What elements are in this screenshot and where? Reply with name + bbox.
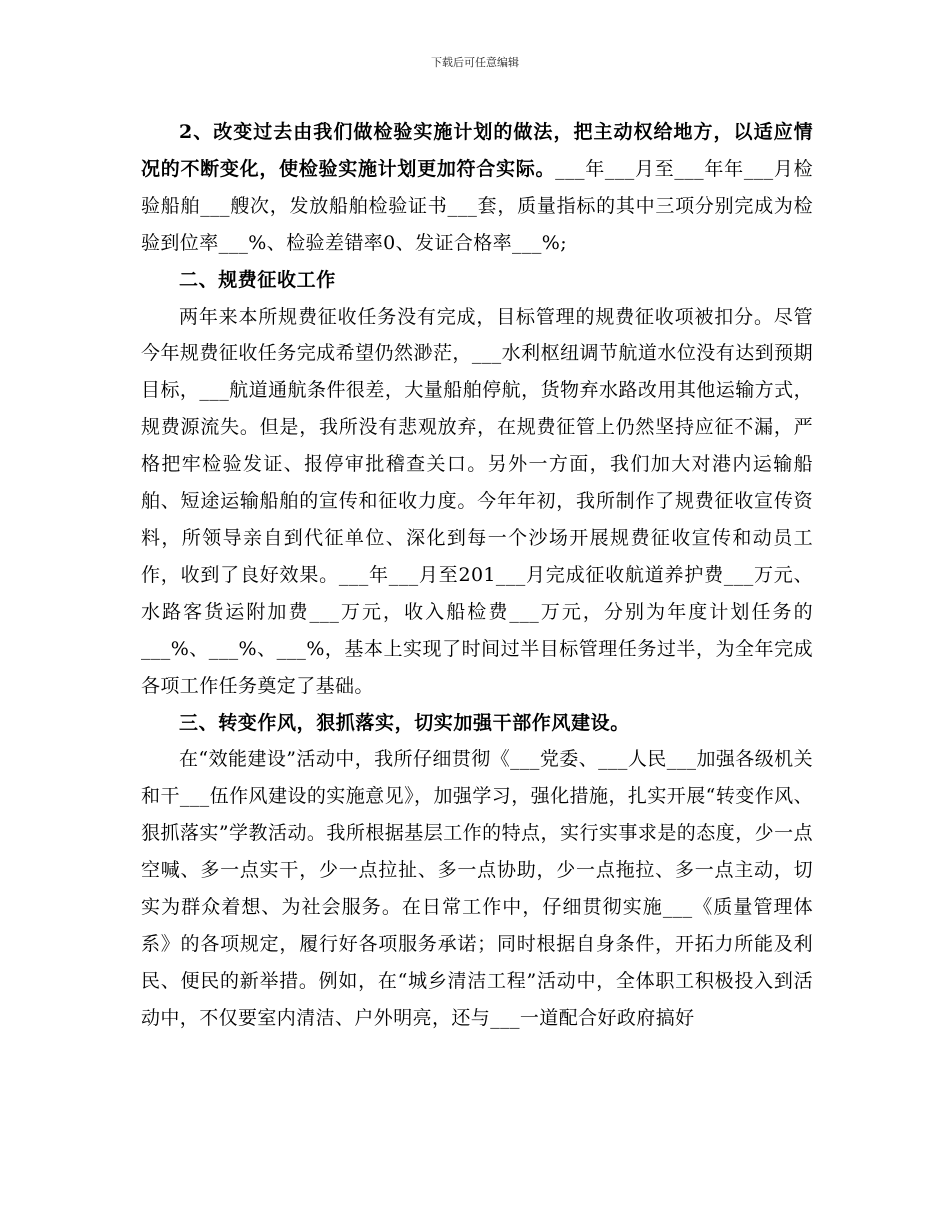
paragraph-item-2-bold: 2、改变过去由我们做检验实施计划的做法，把主动权给地方，以适应情况的不断变化，使检验实施计划更加符合实际。 <box>141 121 813 180</box>
paragraph-item-2 <box>141 114 813 262</box>
page-header: 下载后可任意编辑 <box>431 56 519 69</box>
paragraph-fee-collection: 两年来本所规费征收任务没有完成，目标管理的规费征收项被扣分。尽管今年规费征收任务完成希望仍然渺茫，___水利枢纽调节航道水位没有达到预期目标，___航道通航条件很差，大量船舶停航，货物弃水路改用其他运输方式，规费源流失。但是，我所没有悲观放弃，在规费征管上仍然坚持应征不漏，严格把牢检验发证、报停审批稽查关口。另外一方面，我们加大对港内运输船舶、短途运输船舶的宣传和征收力度。今年年初，我所制作了规费征收宣传资料，所领导亲自到代征单位、深化到每一个沙场开展规费征收宣传和动员工作，收到了良好效果。___年___月至201___月完成征收航道养护费___万元、水路客货运附加费___万元，收入船检费___万元，分别为年度计划任务的___%、___%、___%，基本上实现了时间过半目标管理任务过半，为全年完成各项工作任务奠定了基础。 <box>141 305 813 697</box>
section-heading-fee-collection: 二、规费征收工作 <box>179 268 336 291</box>
document-body <box>141 114 813 1037</box>
paragraph-item-2-stats: ___年___月至___年年___月检验船舶___艘次，发放船舶检验证书___套，质量指标的其中三项分别完成为检验到位率___%、检验差错率0、发证合格率___%; <box>141 157 813 254</box>
section-heading-work-style: 三、转变作风，狠抓落实，切实加强干部作风建设。 <box>179 711 630 734</box>
paragraph-work-style: 在“效能建设”活动中，我所仔细贯彻《___党委、___人民___加强各级机关和干___伍作风建设的实施意见》，加强学习，强化措施，扎实开展“转变作风、狠抓落实”学教活动。我所根据基层工作的特点，实行实事求是的态度，少一点空喊、多一点实干，少一点拉扯、多一点协助，少一点拖拉、多一点主动，切实为群众着想、为社会服务。在日常工作中，仔细贯彻实施___《质量管理体系》的各项规定，履行好各项服务承诺；同时根据自身条件，开拓力所能及利民、便民的新举措。例如，在“城乡清洁工程”活动中，全体职工积极投入到活动中，不仅要室内清洁、户外明亮，还与___一道配合好政府搞好 <box>141 748 813 1029</box>
